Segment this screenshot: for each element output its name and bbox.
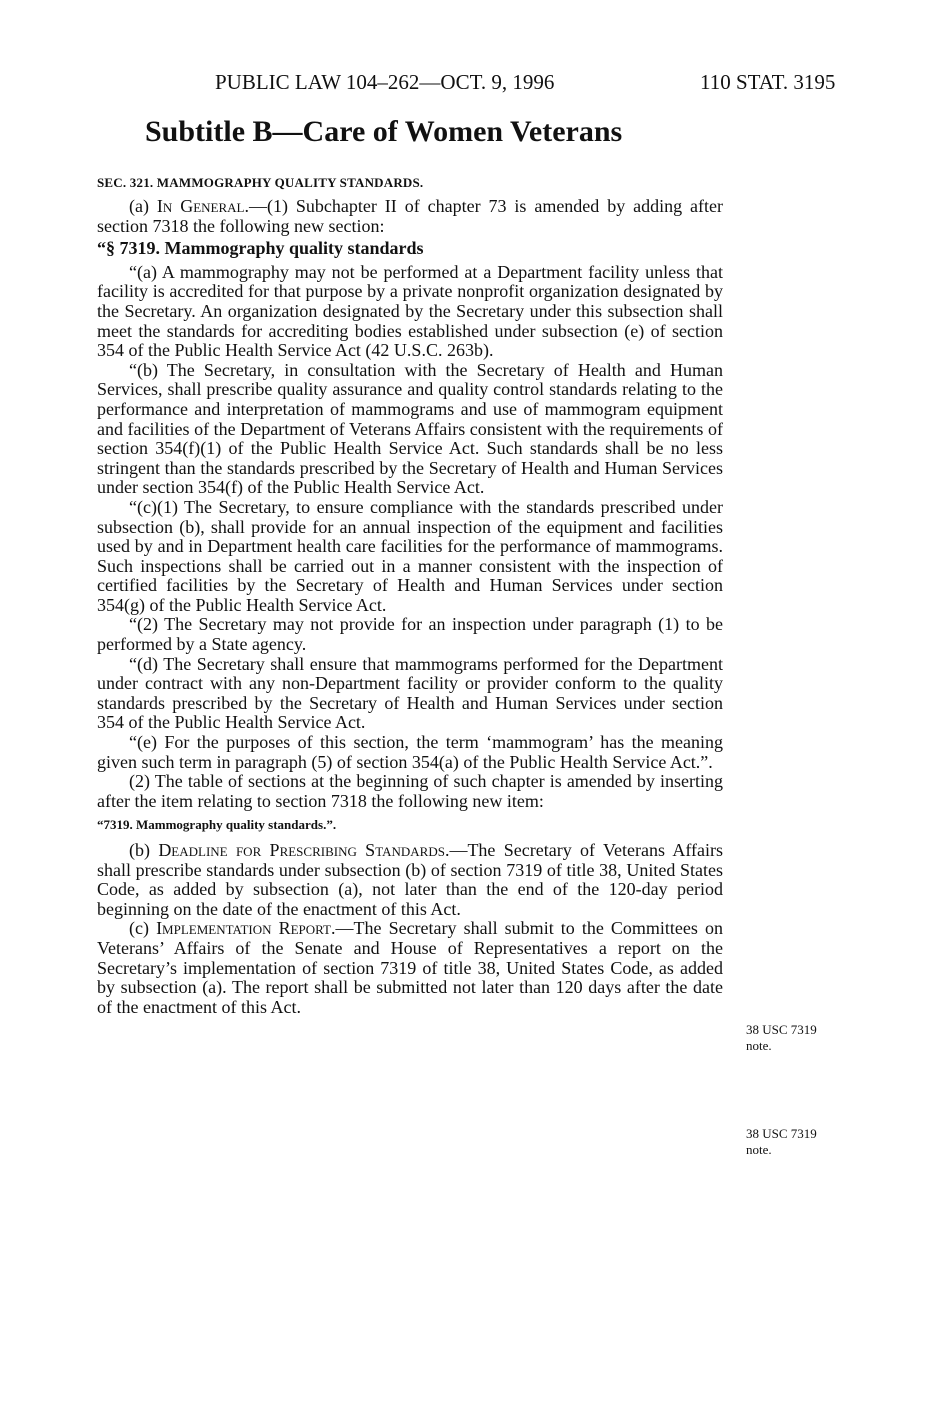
- subsection-d: “(d) The Secretary shall ensure that mammograms performed for the Department under contract with any non-Department facility or provider conform to the quality standards prescribed by the Secretary of Health and Human Services under section 354 of the Public Health Service Act.: [97, 653, 723, 733]
- running-head-title: PUBLIC LAW 104–262—OCT. 9, 1996: [215, 70, 555, 94]
- table-of-sections-item: “7319. Mammography quality standards.”.: [97, 817, 337, 833]
- paragraph-a-text: .—(1) Subchapter II of chapter 73 is amended by adding after section 7318 the following new section:: [97, 196, 724, 236]
- paragraph-c: [97, 919, 723, 1017]
- subsection-c2: “(2) The Secretary may not provide for an inspection under paragraph (1) to be performed by a State agency.: [97, 614, 723, 655]
- subsection-c1: “(c)(1) The Secretary, to ensure compliance with the standards prescribed under subsection (b), shall provide for an annual inspection of the equipment and facilities used by and in Department health care facilities for the performance of mammograms. Such inspections shall be carried out in a manner consistent with the inspection of certified facilities by the Secretary of Health and Human Services under section 354(g) of the Public Health Service Act.: [97, 496, 723, 615]
- paragraph-a-label: (a): [129, 196, 157, 216]
- paragraph-c-label: (c): [129, 918, 157, 939]
- statute-page-number: 110 STAT. 3195: [700, 70, 836, 94]
- margin-note-c-suffix: note.: [746, 1142, 772, 1157]
- section-heading: SEC. 321. MAMMOGRAPHY QUALITY STANDARDS.: [97, 175, 424, 190]
- body-text: [97, 197, 723, 1017]
- paragraph-c-caption: Implementation Report: [156, 918, 331, 939]
- subsection-e: “(e) For the purposes of this section, the term ‘mammogram’ has the meaning given such term in paragraph (5) of section 354(a) of the Public Health Service Act.”.: [97, 732, 723, 772]
- margin-note-b-suffix: note.: [746, 1038, 772, 1053]
- paragraph-b-label: (b): [129, 840, 159, 860]
- paragraph-b-caption: Deadline for Prescribing Standards: [158, 840, 445, 860]
- paragraph-b: [97, 841, 723, 919]
- new-section-title: “§ 7319. Mammography quality standards: [97, 238, 424, 259]
- paragraph-c-text: .—The Secretary shall submit to the Committees on Veterans’ Affairs of the Senate and House of Representatives a report on the Secretary’s implementation of section 7319 of title 38, United States Code, as added by subsection (a). The report shall be submitted not later than 120 days after the date of the enactment of this Act.: [97, 918, 724, 1017]
- margin-note-c-citation: 38 USC 7319: [746, 1126, 817, 1141]
- margin-note-c: [746, 1126, 846, 1158]
- subsection-b: “(b) The Secretary, in consultation with the Secretary of Health and Human Services, shall prescribe quality assurance and quality control standards relating to the performance and interpretation of mammograms and use of mammogram equipment and facilities of the Department of Veterans Affairs consistent with the requirements of section 354(f)(1) of the Public Health Service Act. Such standards shall be no less stringent than the standards prescribed by the Secretary of Health and Human Services under section 354(f) of the Public Health Service Act.: [97, 359, 723, 498]
- margin-note-b: [746, 1022, 846, 1054]
- subtitle-heading: Subtitle B—Care of Women Veterans: [145, 115, 623, 148]
- margin-note-b-citation: 38 USC 7319: [746, 1022, 817, 1037]
- running-head: [0, 70, 946, 100]
- paragraph-a: [97, 197, 723, 236]
- paragraph-a-caption: In General: [156, 196, 245, 216]
- paragraph-a2: (2) The table of sections at the beginning of such chapter is amended by inserting after the item relating to section 7318 the following new item:: [97, 771, 723, 811]
- paragraph-b-text: .—The Secretary of Veterans Affairs shall prescribe standards under subsection (b) of section 7319 of title 38, United States Code, as added by subsection (a), not later than the end of the 120-day period beginning on the date of the enactment of this Act.: [97, 840, 723, 919]
- subsection-a: “(a) A mammography may not be performed at a Department facility unless that facility is accredited for that purpose by a private nonprofit organization designated by the Secretary. An organization designated by the Secretary under this subsection shall meet the standards for accrediting bodies established under subsection (e) of section 354 of the Public Health Service Act (42 U.S.C. 263b).: [97, 261, 723, 361]
